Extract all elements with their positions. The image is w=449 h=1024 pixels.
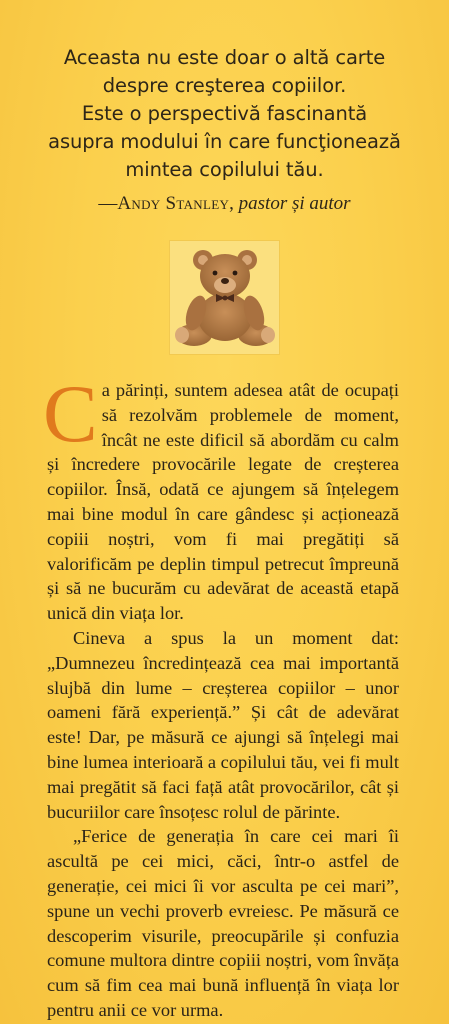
dropcap: C — [43, 368, 98, 459]
author-role: pastor și autor — [238, 193, 351, 214]
paragraph: „Ferice de generația în care cei mari îi ascultă pe cei mici, căci, într-o astfel de generație, cei mici îi vor asculta pe cei mari”, spune un vechi proverb evreiesc. Pe măsură ce descoperim visurile, preocupările și confuzia comune multora dintre copiii noștri, vom învăța cum să fim cea mai bună influență în viața lor pentru anii ce vor urma. — [47, 826, 399, 1020]
paragraph-text: a părinți, suntem adesea atât de ocupați să rezolvăm problemele de moment, încât ne este dificil să abordăm cu calm și încredere provocările legate de creșterea copiilor. Însă, odată ce ajungem să înțelegem mai bine modul în care gândesc și acționează copiii noștri, vom fi mai pregătiți să valorificăm pe deplin timpul petrecut împreună și să ne bucurăm cu adevărat de această etapă unică din viața lor. — [47, 380, 399, 624]
quote-line: despre creşterea copiilor. — [102, 74, 347, 97]
teddy-bear-icon — [170, 241, 279, 354]
quote-line: Aceasta nu este doar o altă carte — [63, 46, 386, 69]
attribution-dash: — — [98, 193, 118, 214]
quote-line: Este o perspectivă fascinantă — [81, 102, 368, 125]
quote-line: mintea copilului tău. — [125, 158, 324, 181]
teddy-bear-image — [169, 240, 280, 355]
quote-attribution: —Andy Stanley, pastor și autor — [98, 193, 351, 214]
quote-line: asupra modului în care funcţionează — [48, 130, 401, 153]
endorsement-quote — [0, 44, 449, 184]
body-text — [43, 368, 399, 1023]
author-name: Andy Stanley — [117, 193, 230, 214]
paragraph: Cineva a spus la un moment dat: „Dumnezeu încredințează cea mai importantă slujbă din lume – creșterea copiilor – unor oameni fără experiență.” Și cât de adevărat este! Dar, pe măsură ce ajungi să înțelegi mai bine lumea interioară a copilului tău, vei fi mult mai pregătit să faci față atât provocărilor, cât și bucuriilor care însoțesc rolul de părinte. — [47, 627, 399, 822]
paragraph — [43, 368, 399, 626]
